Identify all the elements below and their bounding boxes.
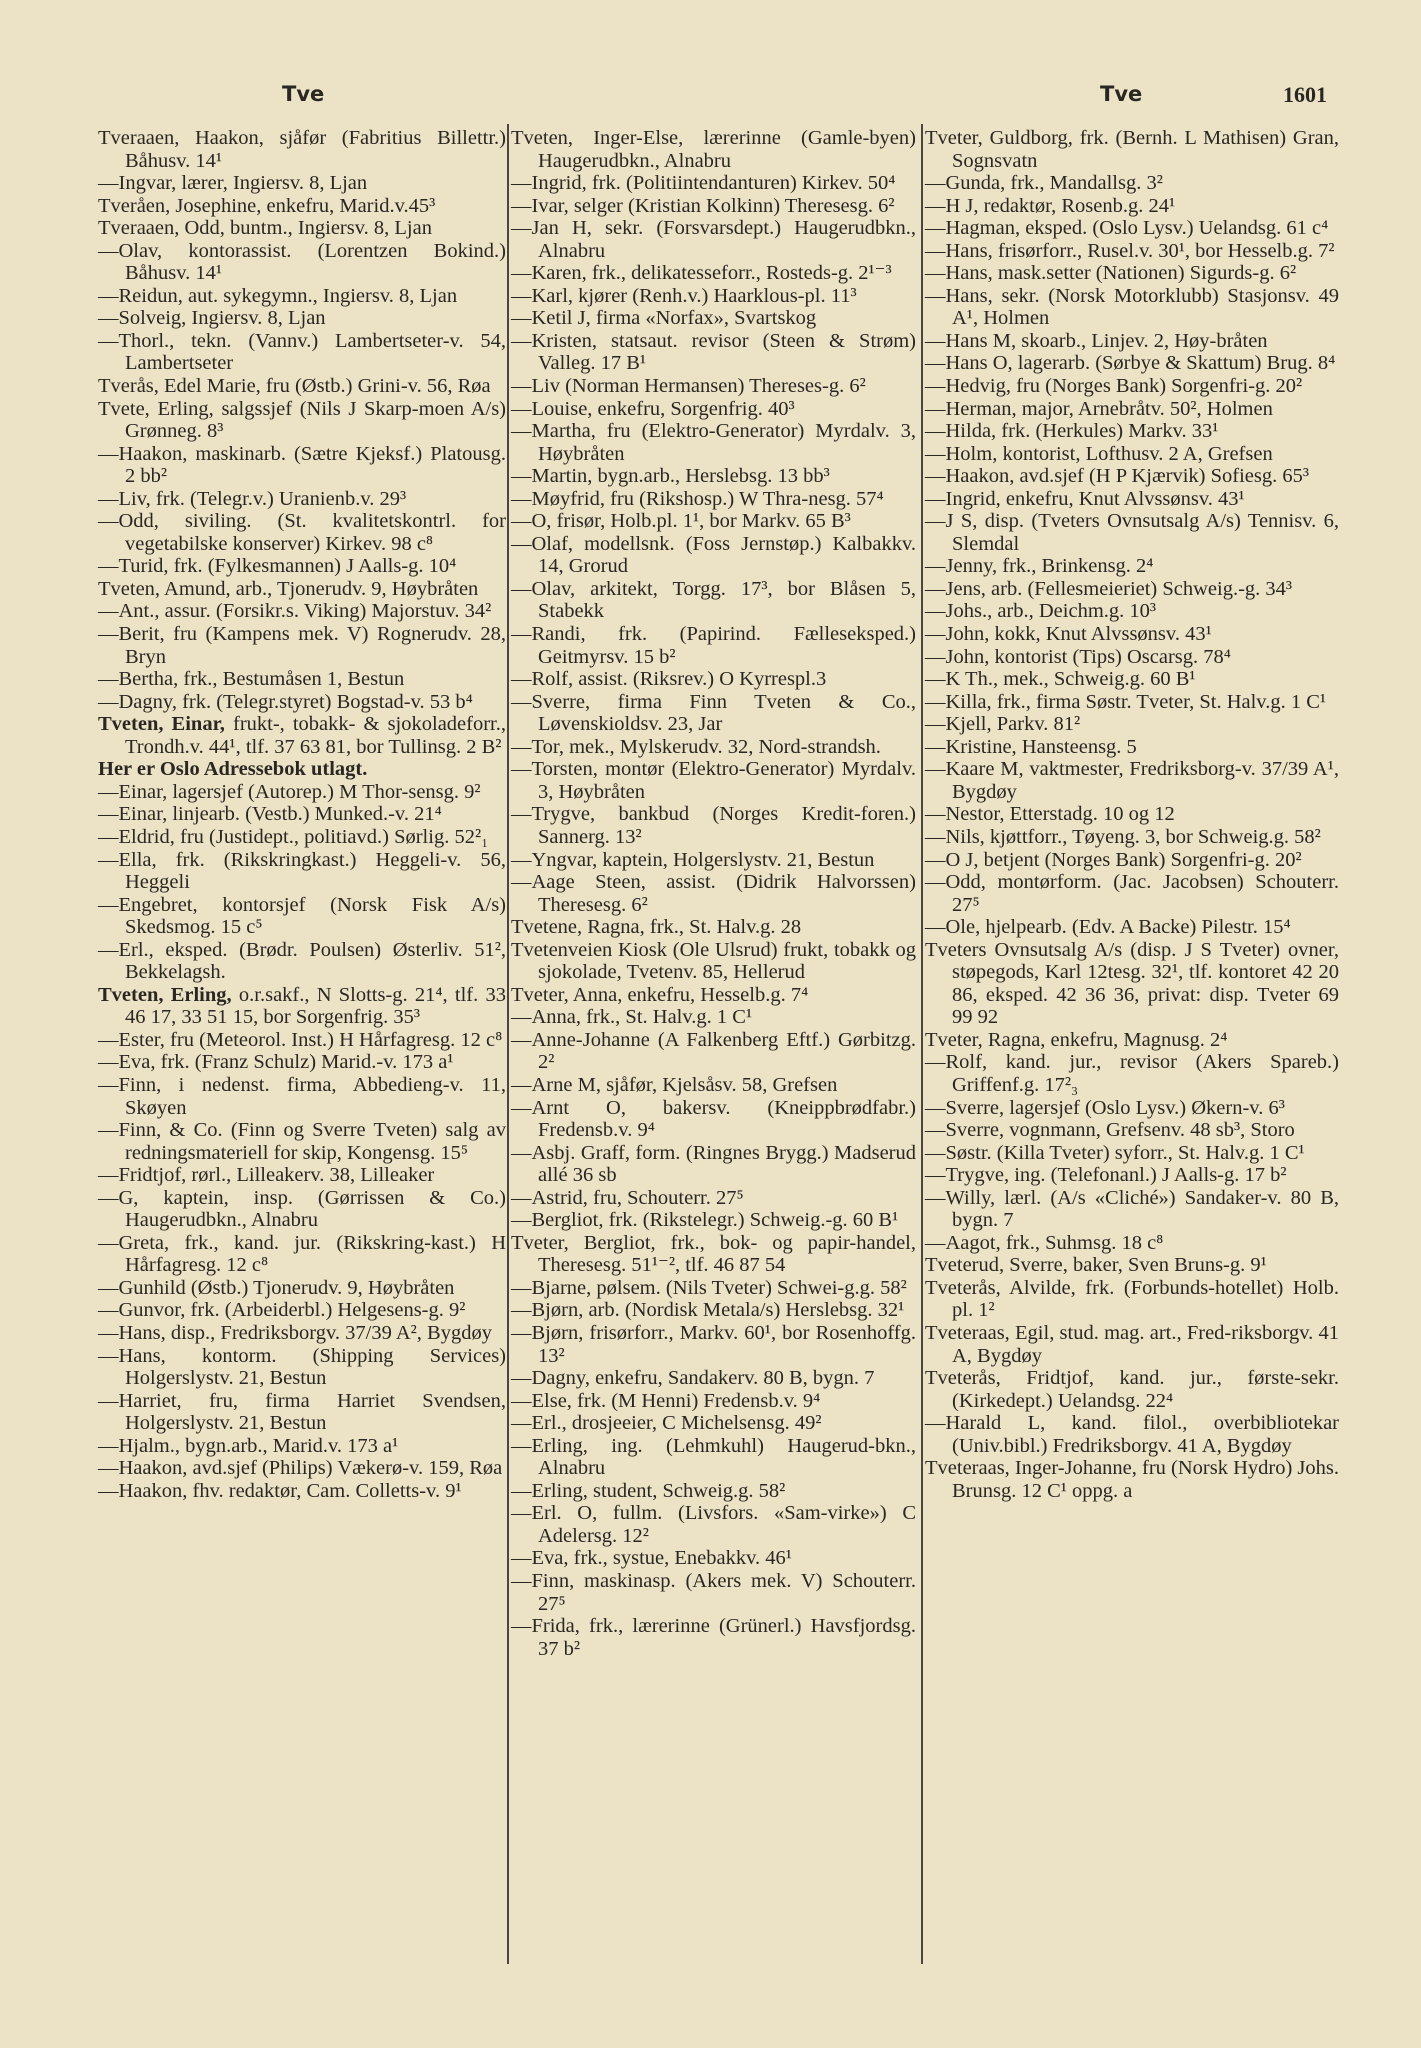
- directory-entry: —Willy, lærl. (A/s «Cliché») Sandaker-v. 80 B, bygn. 7: [925, 1186, 1339, 1232]
- directory-entry: —Finn, maskinasp. (Akers mek. V) Schouterr. 27⁵: [511, 1570, 916, 1615]
- directory-entry: —Astrid, fru, Schouterr. 27⁵: [511, 1186, 744, 1209]
- directory-entry: —Rolf, assist. (Riksrev.) O Kyrrespl.3: [511, 668, 827, 691]
- directory-entry: —Einar, linjearb. (Vestb.) Munked.-v. 21⁴: [98, 803, 442, 826]
- directory-entry: —Anne-Johanne (A Falkenberg Eftf.) Gørbitzg. 2²: [511, 1028, 916, 1074]
- directory-entry: —J S, disp. (Tveters Ovnsutsalg A/s) Tennisv. 6, Slemdal: [925, 510, 1339, 555]
- directory-entry: —Martha, fru (Elektro-Generator) Myrdalv. 3, Høybråten: [511, 420, 916, 465]
- directory-entry: —Hans M, skoarb., Linjev. 2, Høy-bråten: [925, 329, 1268, 352]
- directory-entry: —Bertha, frk., Bestumåsen 1, Bestun: [98, 668, 405, 691]
- directory-entry: —H J, redaktør, Rosenb.g. 24¹: [925, 194, 1176, 217]
- directory-entry: —Dagny, enkefru, Sandakerv. 80 B, bygn. 7: [511, 1367, 875, 1390]
- directory-entry: —Johs., arb., Deichm.g. 10³: [925, 600, 1157, 623]
- directory-entry: —John, kokk, Knut Alvssønsv. 43¹: [925, 623, 1212, 646]
- directory-entry: —Kjell, Parkv. 81²: [925, 713, 1081, 736]
- directory-entry: —Olav, kontorassist. (Lorentzen Bokind.) Båhusv. 14¹: [98, 239, 506, 285]
- directory-column-1: [98, 127, 506, 1502]
- directory-entry: —Martin, bygn.arb., Herslebsg. 13 bb³: [511, 465, 830, 488]
- directory-entry: Tveraaen, Haakon, sjåfør (Fabritius Billettr.) Båhusv. 14¹: [98, 127, 506, 172]
- directory-entry: —Thorl., tekn. (Vannv.) Lambertseter-v. 54, Lambertseter: [98, 329, 506, 375]
- directory-entry: —Berit, fru (Kampens mek. V) Rognerudv. 28, Bryn: [98, 623, 506, 668]
- directory-entry: —Ivar, selger (Kristian Kolkinn) Theresesg. 6²: [511, 194, 895, 217]
- directory-entry: Tveten, Amund, arb., Tjonerudv. 9, Høybråten: [98, 577, 479, 600]
- directory-entry: —Erl., drosjeeier, C Michelsensg. 49²: [511, 1412, 822, 1435]
- directory-entry: —Engebret, kontorsjef (Norsk Fisk A/s) Skedsmog. 15 c⁵: [98, 893, 506, 939]
- directory-entry: Tveten, Erling, o.r.sakf., N Slotts-g. 21⁴, tlf. 33 46 17, 33 51 15, bor Sorgenfrig. 35³: [98, 983, 506, 1029]
- directory-entry: —Else, frk. (M Henni) Fredensb.v. 9⁴: [511, 1389, 821, 1412]
- directory-entry: —Torsten, montør (Elektro-Generator) Myrdalv. 3, Høybråten: [511, 758, 916, 803]
- directory-entry: Tveraaen, Odd, buntm., Ingiersv. 8, Ljan: [98, 217, 432, 240]
- directory-entry: Tvetene, Ragna, frk., St. Halv.g. 28: [511, 916, 802, 939]
- directory-entry: —Bjørn, frisørforr., Markv. 60¹, bor Rosenhoffg. 13²: [511, 1321, 916, 1367]
- directory-entry: Tveterås, Fridtjof, kand. jur., første-sekr. (Kirkedept.) Uelandsg. 22⁴: [925, 1367, 1339, 1412]
- directory-entry: —Liv (Norman Hermansen) Thereses-g. 6²: [511, 375, 866, 398]
- directory-entry: —Gunvor, frk. (Arbeiderbl.) Helgesens-g. 9²: [98, 1299, 466, 1322]
- directory-entry: —Jenny, frk., Brinkensg. 2⁴: [925, 555, 1154, 578]
- directory-entry: Her er Oslo Adressebok utlagt.: [98, 758, 368, 781]
- column-divider: [507, 124, 509, 1964]
- directory-entry: —Eldrid, fru (Justidept., politiavd.) Sørlig. 52²₁: [98, 825, 489, 848]
- directory-entry: —Møyfrid, fru (Rikshosp.) W Thra-nesg. 57⁴: [511, 487, 884, 510]
- directory-entry: —Kristine, Hansteensg. 5: [925, 735, 1137, 758]
- directory-entry: —Finn, i nedenst. firma, Abbedieng-v. 11, Skøyen: [98, 1073, 506, 1119]
- directory-entry: —Arne M, sjåfør, Kjelsåsv. 58, Grefsen: [511, 1073, 838, 1096]
- directory-entry: —Haakon, avd.sjef (H P Kjærvik) Sofiesg. 65³: [925, 465, 1310, 488]
- directory-entry: —Solveig, Ingiersv. 8, Ljan: [98, 307, 326, 330]
- directory-entry: —Olaf, modellsnk. (Foss Jernstøp.) Kalbakkv. 14, Grorud: [511, 532, 916, 578]
- directory-entry: —Yngvar, kaptein, Holgerslystv. 21, Bestun: [511, 848, 875, 871]
- directory-entry: —Harald L, kand. filol., overbibliotekar (Univ.bibl.) Fredriksborgv. 41 A, Bygdøy: [925, 1412, 1339, 1457]
- directory-entry: —Haakon, avd.sjef (Philips) Vækerø-v. 159, Røa: [98, 1457, 503, 1480]
- directory-entry: —Erl. O, fullm. (Livsfors. «Sam-virke») C Adelersg. 12²: [511, 1502, 916, 1547]
- directory-entry: —Anna, frk., St. Halv.g. 1 C¹: [511, 1006, 753, 1029]
- page-number: 1601: [1283, 82, 1327, 107]
- directory-entry: —Hans, sekr. (Norsk Motorklubb) Stasjonsv. 49 A¹, Holmen: [925, 284, 1339, 330]
- directory-entry: —K Th., mek., Schweig.g. 60 B¹: [925, 668, 1196, 691]
- directory-entry: Tverås, Edel Marie, fru (Østb.) Grini-v. 56, Røa: [98, 375, 491, 398]
- directory-entry: —Sverre, lagersjef (Oslo Lysv.) Økern-v. 6³: [925, 1096, 1285, 1119]
- directory-entry: —Dagny, frk. (Telegr.styret) Bogstad-v. 53 b⁴: [98, 690, 473, 713]
- directory-entry: —Erling, ing. (Lehmkuhl) Haugerud-bkn., Alnabru: [511, 1434, 916, 1480]
- directory-entry: Tveter, Anna, enkefru, Hesselb.g. 7⁴: [511, 983, 809, 1006]
- directory-entry: —Erl., eksped. (Brødr. Poulsen) Østerliv. 51², Bekkelagsh.: [98, 938, 506, 984]
- directory-entry: —Haakon, fhv. redaktør, Cam. Colletts-v. 9¹: [98, 1479, 462, 1502]
- running-header-left: Tve: [282, 82, 325, 106]
- directory-entry: —Aage Steen, assist. (Didrik Halvorssen) Theresesg. 6²: [511, 871, 916, 916]
- directory-entry: —Hilda, frk. (Herkules) Markv. 33¹: [925, 420, 1219, 443]
- directory-entry: —Greta, frk., kand. jur. (Rikskring-kast.) H Hårfagresg. 12 c⁸: [98, 1231, 506, 1277]
- directory-entry: Tveter, Ragna, enkefru, Magnusg. 2⁴: [925, 1028, 1228, 1051]
- directory-entry: —Frida, frk., lærerinne (Grünerl.) Havsfjordsg. 37 b²: [511, 1615, 916, 1660]
- directory-entry: —Arnt O, bakersv. (Kneippbrødfabr.) Fredensb.v. 9⁴: [511, 1096, 916, 1142]
- directory-entry: —O, frisør, Holb.pl. 1¹, bor Markv. 65 B³: [511, 510, 851, 533]
- directory-entry: Tveterud, Sverre, baker, Sven Bruns-g. 9¹: [925, 1254, 1267, 1277]
- directory-entry: —Karl, kjører (Renh.v.) Haarklous-pl. 11³: [511, 284, 857, 307]
- directory-entry: —Ingrid, frk. (Politiintendanturen) Kirkev. 50⁴: [511, 172, 896, 195]
- directory-entry: —Odd, montørform. (Jac. Jacobsen) Schouterr. 27⁵: [925, 871, 1339, 916]
- directory-entry: —Ingvar, lærer, Ingiersv. 8, Ljan: [98, 172, 368, 195]
- directory-entry: —Trygve, ing. (Telefonanl.) J Aalls-g. 17 b²: [925, 1164, 1287, 1187]
- directory-column-3: [925, 127, 1339, 1502]
- directory-entry: Tveter, Bergliot, frk., bok- og papir-handel, Theresesg. 51¹⁻², tlf. 46 87 54: [511, 1231, 916, 1277]
- directory-entry: —Nestor, Etterstadg. 10 og 12: [925, 803, 1175, 826]
- directory-entry: Tveten, Einar, frukt-, tobakk- & sjokoladeforr., Trondh.v. 44¹, tlf. 37 63 81, bor Tullinsg. 2 B²: [98, 713, 506, 758]
- directory-entry: —Erling, student, Schweig.g. 58²: [511, 1479, 786, 1502]
- running-header-center: Tve: [1100, 82, 1143, 106]
- column-divider: [921, 124, 923, 1964]
- directory-entry: —John, kontorist (Tips) Oscarsg. 78⁴: [925, 645, 1231, 668]
- directory-entry: —Hjalm., bygn.arb., Marid.v. 173 a¹: [98, 1434, 399, 1457]
- directory-entry: —Eva, frk. (Franz Schulz) Marid.-v. 173 a¹: [98, 1051, 454, 1074]
- directory-column-2: [511, 127, 916, 1660]
- directory-entry: —Sverre, firma Finn Tveten & Co., Løvenskioldsv. 23, Jar: [511, 690, 916, 736]
- directory-entry: —Gunda, frk., Mandallsg. 3²: [925, 172, 1163, 195]
- directory-entry: —Hans O, lagerarb. (Sørbye & Skattum) Brug. 8⁴: [925, 352, 1336, 375]
- directory-entry: —Einar, lagersjef (Autorep.) M Thor-sensg. 9²: [98, 780, 481, 803]
- directory-entry: —Eva, frk., systue, Enebakkv. 46¹: [511, 1547, 792, 1570]
- directory-entry: —Fridtjof, rørl., Lilleakerv. 38, Lilleaker: [98, 1164, 435, 1187]
- directory-entry: —Bjarne, pølsem. (Nils Tveter) Schwei-g.g. 58²: [511, 1276, 907, 1299]
- directory-entry: —Kristen, statsaut. revisor (Steen & Strøm) Valleg. 17 B¹: [511, 329, 916, 375]
- directory-entry: —Bjørn, arb. (Nordisk Metala/s) Herslebsg. 32¹: [511, 1299, 905, 1322]
- directory-entry: —Finn, & Co. (Finn og Sverre Tveten) salg av redningsmateriell for skip, Kongensg. 15⁵: [98, 1119, 506, 1164]
- directory-entry: —Randi, frk. (Papirind. Fælleseksped.) Geitmyrsv. 15 b²: [511, 623, 916, 668]
- directory-entry: Tveter, Guldborg, frk. (Bernh. L Mathisen) Gran, Sognsvatn: [925, 127, 1339, 172]
- directory-entry: Tveråen, Josephine, enkefru, Marid.v.45³: [98, 194, 436, 217]
- directory-entry: —Trygve, bankbud (Norges Kredit-foren.) Sannerg. 13²: [511, 803, 916, 848]
- directory-entry: —Hans, frisørforr., Rusel.v. 30¹, bor Hesselb.g. 7²: [925, 239, 1335, 262]
- directory-entry: —Hans, disp., Fredriksborgv. 37/39 A², Bygdøy: [98, 1321, 492, 1344]
- directory-entry: —Nils, kjøttforr., Tøyeng. 3, bor Schweig.g. 58²: [925, 825, 1321, 848]
- directory-entry: —Herman, major, Arnebråtv. 50², Holmen: [925, 397, 1273, 420]
- directory-entry: —Olav, arkitekt, Torgg. 17³, bor Blåsen 5, Stabekk: [511, 577, 916, 623]
- directory-entry: —Kaare M, vaktmester, Fredriksborg-v. 37/39 A¹, Bygdøy: [925, 758, 1339, 803]
- directory-entry: —Holm, kontorist, Lofthusv. 2 A, Grefsen: [925, 442, 1273, 465]
- directory-entry: Tveters Ovnsutsalg A/s (disp. J S Tveter) ovner, støpegods, Karl 12tesg. 32¹, tlf. kontoret 42 20 86, eksped. 42 36 36, privat: disp. Tveter 69 99 92: [925, 938, 1339, 1029]
- directory-entry: —O J, betjent (Norges Bank) Sorgenfri-g. 20²: [925, 848, 1302, 871]
- directory-entry: —Hedvig, fru (Norges Bank) Sorgenfri-g. 20²: [925, 375, 1303, 398]
- directory-entry: —Tor, mek., Mylskerudv. 32, Nord-strandsh.: [511, 735, 881, 758]
- directory-entry: —Odd, siviling. (St. kvalitetskontrl. for vegetabilske konserver) Kirkev. 98 c⁸: [98, 510, 506, 555]
- directory-entry: —Ant., assur. (Forsikr.s. Viking) Majorstuv. 34²: [98, 600, 492, 623]
- directory-entry: —Ingrid, enkefru, Knut Alvssønsv. 43¹: [925, 487, 1245, 510]
- directory-entry: —G, kaptein, insp. (Gørrissen & Co.) Haugerudbkn., Alnabru: [98, 1186, 506, 1232]
- directory-entry: —Ole, hjelpearb. (Edv. A Backe) Pilestr. 15⁴: [925, 916, 1291, 939]
- directory-entry: —Sverre, vognmann, Grefsenv. 48 sb³, Storo: [925, 1119, 1295, 1142]
- directory-entry: —Hans, mask.setter (Nationen) Sigurds-g. 6²: [925, 262, 1297, 285]
- directory-entry: —Gunhild (Østb.) Tjonerudv. 9, Høybråten: [98, 1276, 455, 1299]
- directory-entry: Tveterås, Alvilde, frk. (Forbunds-hotellet) Holb. pl. 1²: [925, 1276, 1339, 1322]
- directory-entry: —Harriet, fru, firma Harriet Svendsen, Holgerslystv. 21, Bestun: [98, 1389, 506, 1435]
- directory-entry: —Killa, frk., firma Søstr. Tveter, St. Halv.g. 1 C¹: [925, 690, 1327, 713]
- directory-entry: —Hagman, eksped. (Oslo Lysv.) Uelandsg. 61 c⁴: [925, 217, 1329, 240]
- directory-entry: Tveteraas, Inger-Johanne, fru (Norsk Hydro) Johs. Brunsg. 12 C¹ oppg. a: [925, 1457, 1340, 1502]
- directory-entry: —Søstr. (Killa Tveter) syforr., St. Halv.g. 1 C¹: [925, 1141, 1305, 1164]
- directory-entry: —Jens, arb. (Fellesmeieriet) Schweig.-g. 34³: [925, 577, 1293, 600]
- directory-entry: —Karen, frk., delikatesseforr., Rosteds-g. 2¹⁻³: [511, 262, 892, 285]
- directory-entry: Tveteraas, Egil, stud. mag. art., Fred-riksborgv. 41 A, Bygdøy: [925, 1321, 1339, 1367]
- directory-entry: —Ester, fru (Meteorol. Inst.) H Hårfagresg. 12 c⁸: [98, 1028, 503, 1051]
- directory-entry: Tvete, Erling, salgssjef (Nils J Skarp-moen A/s) Grønneg. 8³: [98, 397, 506, 443]
- directory-entry: —Asbj. Graff, form. (Ringnes Brygg.) Madserud allé 36 sb: [511, 1141, 916, 1187]
- directory-entry: —Rolf, kand. jur., revisor (Akers Spareb.) Griffenf.g. 17²₃: [925, 1051, 1339, 1096]
- directory-entry: —Haakon, maskinarb. (Sætre Kjeksf.) Platousg. 2 bb²: [98, 442, 506, 488]
- directory-entry: —Liv, frk. (Telegr.v.) Uranienb.v. 29³: [98, 487, 407, 510]
- directory-entry: —Ella, frk. (Rikskringkast.) Heggeli-v. 56, Heggeli: [98, 848, 506, 894]
- directory-entry: Tveten, Inger-Else, lærerinne (Gamle-byen) Haugerudbkn., Alnabru: [511, 127, 916, 172]
- directory-entry: —Louise, enkefru, Sorgenfrig. 40³: [511, 397, 795, 420]
- directory-entry: —Turid, frk. (Fylkesmannen) J Aalls-g. 10⁴: [98, 555, 457, 578]
- directory-entry: Tvetenveien Kiosk (Ole Ulsrud) frukt, tobakk og sjokolade, Tvetenv. 85, Hellerud: [511, 938, 916, 984]
- directory-entry: —Jan H, sekr. (Forsvarsdept.) Haugerudbkn., Alnabru: [511, 217, 916, 262]
- directory-entry: —Reidun, aut. sykegymn., Ingiersv. 8, Ljan: [98, 284, 458, 307]
- directory-entry: —Ketil J, firma «Norfax», Svartskog: [511, 307, 817, 330]
- directory-entry: —Hans, kontorm. (Shipping Services) Holgerslystv. 21, Bestun: [98, 1344, 506, 1390]
- directory-entry: —Aagot, frk., Suhmsg. 18 c⁸: [925, 1231, 1164, 1254]
- directory-entry: —Bergliot, frk. (Rikstelegr.) Schweig.-g. 60 B¹: [511, 1209, 899, 1232]
